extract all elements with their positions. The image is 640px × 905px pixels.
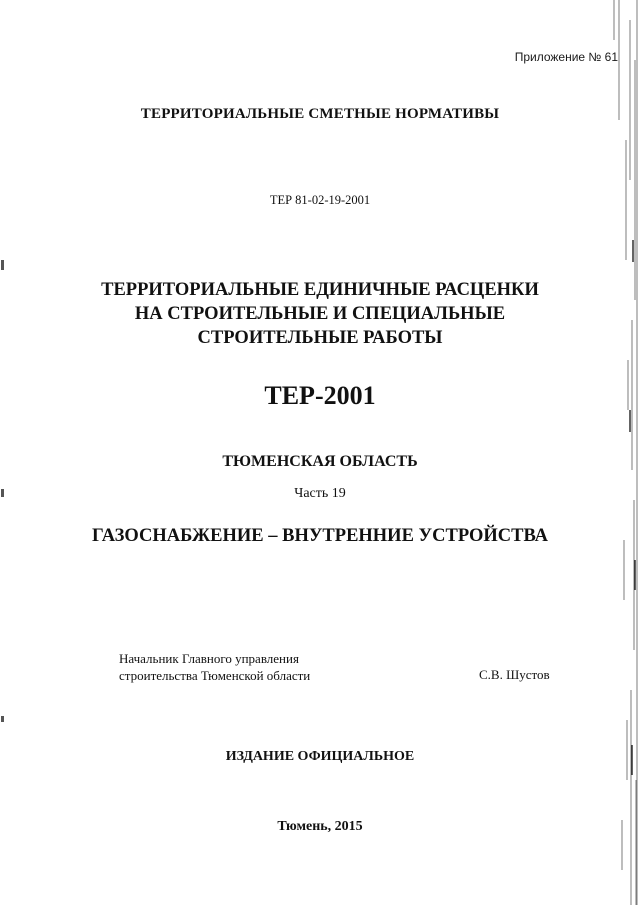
document-code: ТЕР 81-02-19-2001	[269, 193, 371, 207]
imprint-label: Тюмень, 2015	[277, 819, 363, 834]
main-title-line: ТЕРРИТОРИАЛЬНЫЕ ЕДИНИЧНЫЕ РАСЦЕНКИ	[101, 280, 539, 300]
ter-label: ТЕР-2001	[264, 381, 376, 410]
region-title: ТЮМЕНСКАЯ ОБЛАСТЬ	[222, 453, 418, 470]
scan-left-mark	[1, 716, 4, 722]
signatory-position	[119, 650, 310, 684]
main-title	[0, 278, 640, 350]
edition-label: ИЗДАНИЕ ОФИЦИАЛЬНОЕ	[225, 749, 415, 764]
signatory-position-line: строительства Тюменской области	[119, 668, 311, 683]
scan-left-mark	[1, 260, 4, 270]
signatory-position-line: Начальник Главного управления	[119, 651, 299, 666]
header-title: ТЕРРИТОРИАЛЬНЫЕ СМЕТНЫЕ НОРМАТИВЫ	[140, 106, 500, 122]
scan-left-mark	[1, 489, 4, 497]
main-title-line: НА СТРОИТЕЛЬНЫЕ И СПЕЦИАЛЬНЫЕ	[134, 304, 506, 324]
appendix-label: Приложение № 61	[514, 50, 618, 64]
signatory-name: С.В. Шустов	[479, 667, 550, 682]
part-label: Часть 19	[294, 486, 346, 501]
section-title: ГАЗОСНАБЖЕНИЕ – ВНУТРЕННИЕ УСТРОЙСТВА	[91, 526, 549, 546]
main-title-line: СТРОИТЕЛЬНЫЕ РАБОТЫ	[197, 328, 443, 348]
